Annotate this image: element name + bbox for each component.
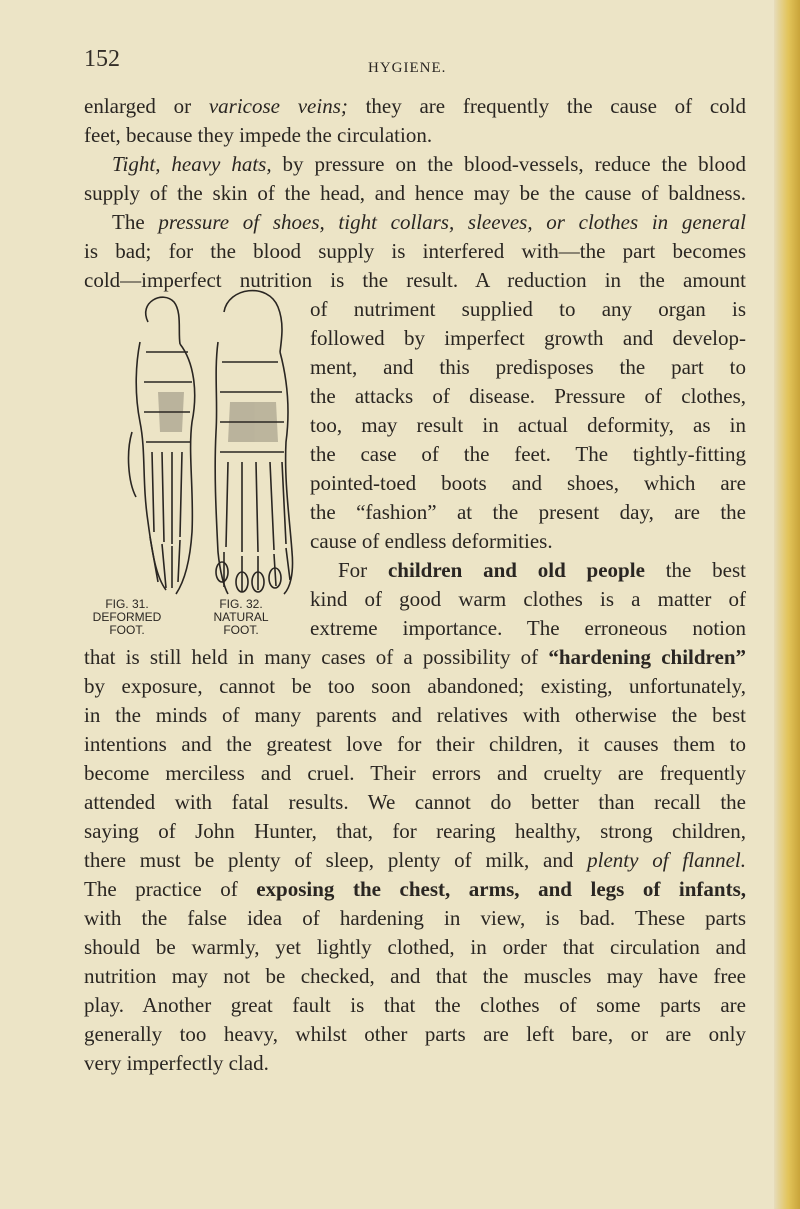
text-line-23: intentions and the greatest love for their children, it causes them to [84,732,746,756]
caption-fig32-number: FIG. 32. [219,597,263,611]
deformed-heel-outline [146,297,180,344]
foot-skeleton-svg [118,282,308,600]
natural-heel-outline [224,291,282,352]
text-line-15: the “fashion” at the present day, are the [310,500,746,524]
deformed-metatarsals [152,452,182,544]
text-line-24: become merciless and cruel. Their errors and cruelty are frequently [84,761,746,785]
text-line-28: The practice of exposing the chest, arms, and legs of infants, [84,877,746,901]
text-line-34: very imperfectly clad. [84,1051,269,1075]
text-line-1: enlarged or varicose veins; they are frequently the cause of cold [84,94,746,118]
text-line-11: the attacks of disease. Pressure of clothes, [310,384,746,408]
running-head: HYGIENE. [368,60,447,76]
text-line-10: ment, and this predisposes the part to [310,355,746,379]
caption-fig31 [86,598,168,637]
text-line-14: pointed-toed boots and shoes, which are [310,471,746,495]
natural-foot-outline-left [215,342,228,594]
text-line-19: extreme importance. The erroneous notion [310,616,746,640]
text-line-20: that is still held in many cases of a possibility of “hardening children” [84,645,746,669]
text-line-6: is bad; for the blood supply is interfered with—the part becomes [84,239,746,263]
text-line-32: play. Another great fault is that the clothes of some parts are [84,993,746,1017]
caption-fig32 [200,598,282,637]
text-line-22: in the minds of many parents and relatives with otherwise the best [84,703,746,727]
caption-fig32-title-1: NATURAL [213,610,269,624]
deformed-side-bone [129,432,136,497]
text-line-26: saying of John Hunter, that, for rearing healthy, strong children, [84,819,746,843]
text-line-29: with the false idea of hardening in view, is bad. These parts [84,906,746,930]
text-line-21: by exposure, cannot be too soon abandoned; existing, unfortunately, [84,674,746,698]
natural-metatarsals [226,462,286,552]
text-line-17: For children and old people the best [338,558,746,582]
text-line-5: The pressure of shoes, tight collars, sleeves, or clothes in general [112,210,746,234]
text-line-25: attended with fatal results. We cannot do better than recall the [84,790,746,814]
caption-fig31-title-2: FOOT. [109,623,145,637]
caption-fig31-number: FIG. 31. [105,597,149,611]
text-line-31: nutrition may not be checked, and that the muscles may have free [84,964,746,988]
deformed-phalanges [150,537,180,588]
text-line-27: there must be plenty of sleep, plenty of milk, and plenty of flannel. [84,848,746,872]
text-line-18: kind of good warm clothes is a matter of [310,587,746,611]
text-line-12: too, may result in actual deformity, as in [310,413,746,437]
text-line-4: supply of the skin of the head, and hence may be the cause of baldness. [84,181,746,205]
caption-fig31-title-1: DEFORMED [92,610,162,624]
caption-fig32-title-2: FOOT. [223,623,259,637]
text-line-8: of nutriment supplied to any organ is [310,297,746,321]
natural-phalanges [224,548,290,592]
text-line-33: generally too heavy, whilst other parts are left bare, or are only [84,1022,746,1046]
page-edge [774,0,800,1209]
deformed-shading [158,392,184,432]
text-line-7: cold—imperfect nutrition is the result. A reduction in the amount [84,268,746,292]
page-number: 152 [84,46,120,72]
text-line-9: followed by imperfect growth and develop- [310,326,746,350]
text-line-2: feet, because they impede the circulation. [84,123,433,147]
text-line-3: Tight, heavy hats, by pressure on the blood-vessels, reduce the blood [112,152,746,176]
text-line-16: cause of endless deformities. [310,529,553,553]
text-line-13: the case of the feet. The tightly-fitting [310,442,746,466]
text-line-30: should be warmly, yet lightly clothed, in order that circulation and [84,935,746,959]
natural-shading [228,402,278,442]
foot-skeleton-illustration [118,282,308,600]
